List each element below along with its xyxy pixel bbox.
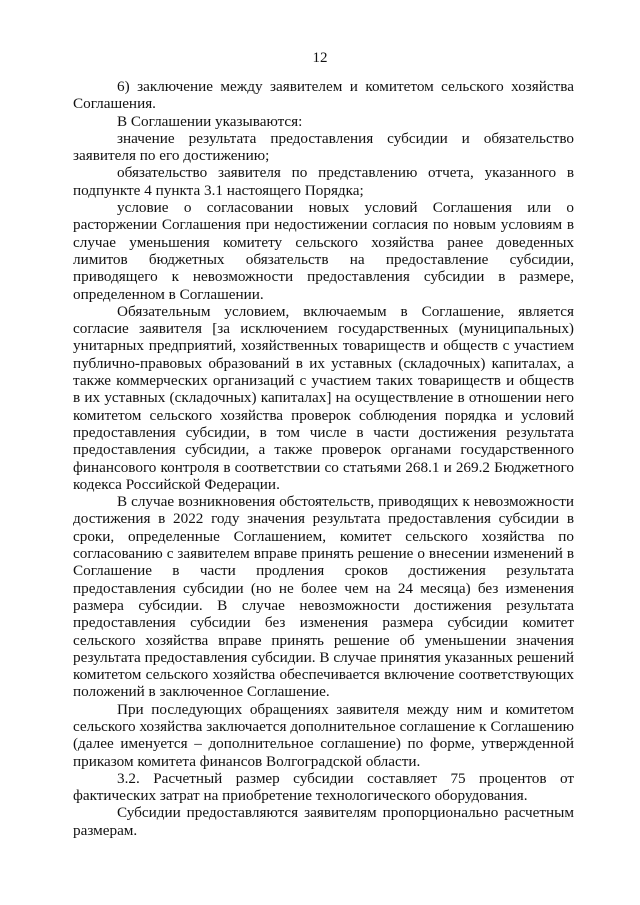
paragraph-result-value: значение результата предоставления субсидии и обязательство заявителя по его достижению; <box>73 129 574 165</box>
paragraph-item-6: 6) заключение между заявителем и комитетом сельского хозяйства Соглашения. <box>73 78 574 113</box>
paragraph-mandatory-condition: Обязательным условием, включаемым в Соглашение, является согласие заявителя [за исключением государственных (муниципальных) унитарных предприятий, хозяйственных товариществ и обществ с участием публично-правовых образований в их уставных (складочных) капиталах, а также коммерческих организаций с участием таких товариществ и обществ в их уставных (складочных) капиталах] на осуществление в отношении него комитетом сельского хозяйства проверок соблюдения порядка и условий предоставления субсидии, в том числе в части достижения результата предоставления субсидии, а также проверок органами государственного финансового контроля в соответствии со статьями 268.1 и 269.2 Бюджетного кодекса Российской Федерации. <box>73 302 574 493</box>
document-body <box>73 78 574 839</box>
paragraph-additional-agreement: При последующих обращениях заявителя между ним и комитетом сельского хозяйства заключается дополнительное соглашение к Соглашению (далее именуется – дополнительное соглашение) по форме, утвержденной приказом комитета финансов Волгоградской области. <box>73 700 574 770</box>
paragraph-agreement-specifies: В Соглашении указываются: <box>117 112 303 130</box>
paragraph-new-terms-condition: условие о согласовании новых условий Соглашения или о расторжении Соглашения при недостижении согласия по новым условиям в случае уменьшения комитету сельского хозяйства ранее доведенных лимитов бюджетных обязательств на предоставление субсидии, приводящего к невозможности предоставления субсидии в размере, определенном в Соглашении. <box>73 199 574 303</box>
paragraph-circumstances: В случае возникновения обстоятельств, приводящих к невозможности достижения в 2022 году значения результата предоставления субсидии в сроки, определенные Соглашением, комитет сельского хозяйства по согласованию с заявителем вправе принять решение о внесении изменений в Соглашение в части продления сроков достижения результата предоставления субсидии (но не более чем на 24 месяца) без изменения размера субсидии. В случае невозможности достижения результата предоставления субсидии без изменения размера субсидии комитет сельского хозяйства вправе принять решение об уменьшении значения результата предоставления субсидии. В случае принятия указанных решений комитетом сельского хозяйства обеспечивается включение соответствующих положений в заключенное Соглашение. <box>73 493 574 701</box>
page-number: 12 <box>312 50 328 66</box>
paragraph-proportional-subsidies: Субсидии предоставляются заявителям пропорционально расчетным размерам. <box>73 804 574 839</box>
paragraph-report-obligation: обязательство заявителя по представлению отчета, указанного в подпункте 4 пункта 3.1 настоящего Порядка; <box>73 164 574 199</box>
paragraph-section-3-2: 3.2. Расчетный размер субсидии составляет 75 процентов от фактических затрат на приобретение технологического оборудования. <box>73 769 574 805</box>
